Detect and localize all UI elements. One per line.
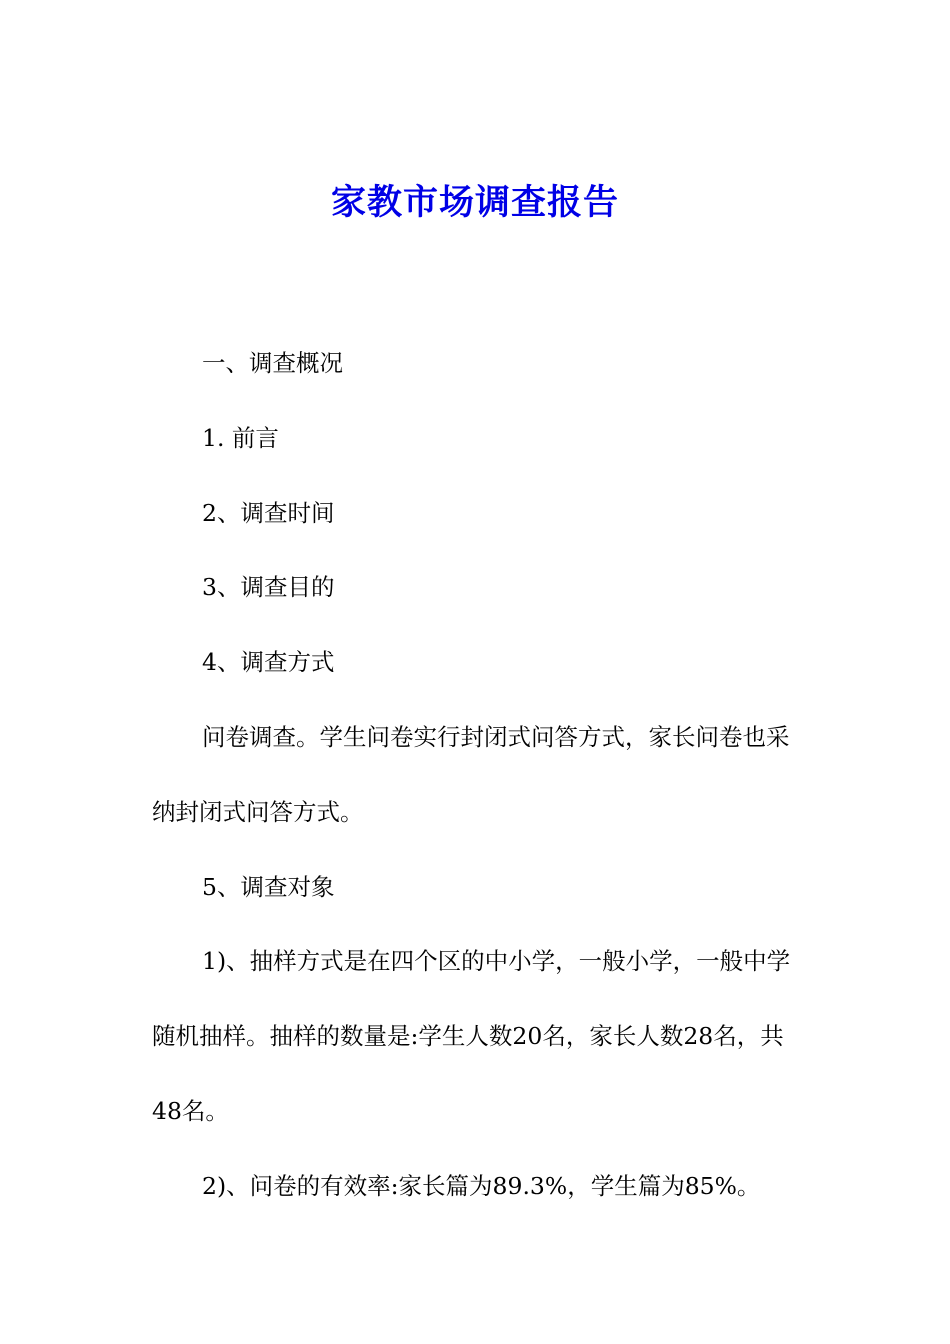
subsection-survey-time: 2、调查时间 (202, 498, 335, 527)
document-title: 家教市场调查报告 (330, 182, 619, 223)
subsection-survey-method: 4、调查方式 (202, 648, 335, 677)
subsection-survey-purpose: 3、调查目的 (202, 573, 335, 602)
paragraph-survey-method: 问卷调查。学生问卷实行封闭式问答方式，家长问卷也采纳封闭式问答方式。 (152, 722, 790, 826)
document-body (152, 326, 792, 1224)
paragraph-validity: 2)、问卷的有效率:家长篇为89.3%，学生篇为85%。 (202, 1171, 761, 1200)
section-heading-overview: 一、调查概况 (202, 349, 343, 377)
subsection-preface: 1. 前言 (202, 423, 279, 452)
subsection-survey-subjects: 5、调查对象 (202, 872, 335, 901)
paragraph-sampling: 1)、抽样方式是在四个区的中小学，一般小学，一般中学随机抽样。抽样的数量是:学生人数20名，家长人数28名，共48名。 (152, 947, 791, 1125)
